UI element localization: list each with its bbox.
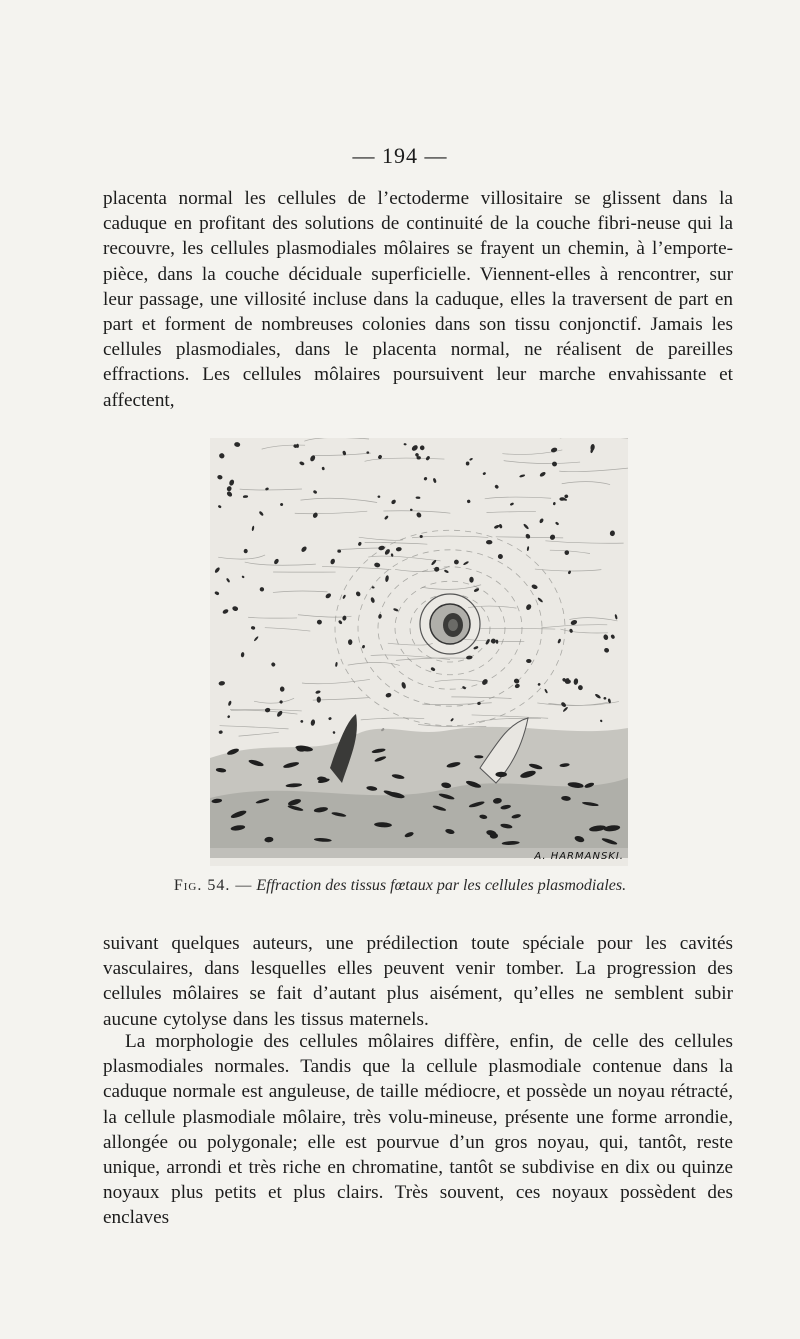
paragraph-middle: suivant quelques auteurs, une prédilection toute spéciale pour les cavités vasculaires, dans lesquelles elles peuvent venir tomber. La progression des cellules môlaires se fait d’autant plus aisément, qu’elles ne semblent subir aucune cytolyse dans les tissus maternels.	[103, 933, 733, 1030]
paragraph-bottom: La morphologie des cellules môlaires diffère, enfin, de celle des cellules plasmodiales normales. Tandis que la cellule plasmodiale contenue dans la caduque normale est anguleuse, de taille médiocre, et possède un noyau rétracté, la cellule plasmodiale môlaire, très volu-mineuse, présente une forme arrondie, allongée ou polygonale; elle est pourvue d’un gros noyau, qui, tantôt, reste unique, arrondi et très riche en chromatine, tantôt se subdivise en dix ou quinze noyaux plus petits et plus clairs. Très souvent, ces noyaux possèdent des enclaves	[103, 1031, 733, 1229]
figure-caption	[0, 877, 800, 895]
figure-label: Fig. 54. —	[173, 877, 253, 894]
histology-illustration	[210, 438, 628, 866]
artist-signature: A. HARMANSKI.	[534, 851, 624, 862]
paragraph-top: placenta normal les cellules de l’ectoderme villositaire se glissent dans la caduque en profitant des solutions de continuité de la couche fibri-neuse qui la recouvre, les cellules plasmodiales môlaires se frayent un chemin, à l’emporte-pièce, dans la couche déciduale superficielle. Viennent-elles à rencontrer, sur leur passage, une villosité incluse dans la caduque, elles la traversent de part en part et forment de nombreuses colonies dans son tissu conjonctif. Jamais les cellules plasmodiales, dans le placenta normal, ne réalisent de pareilles effractions. Les cellules môlaires poursuivent leur marche envahissante et affectent,	[103, 188, 733, 411]
histology-figure	[210, 438, 628, 866]
figure-title: Effraction des tissus fœtaux par les cellules plasmodiales.	[256, 877, 627, 894]
page-number: — 194 —	[352, 143, 448, 168]
